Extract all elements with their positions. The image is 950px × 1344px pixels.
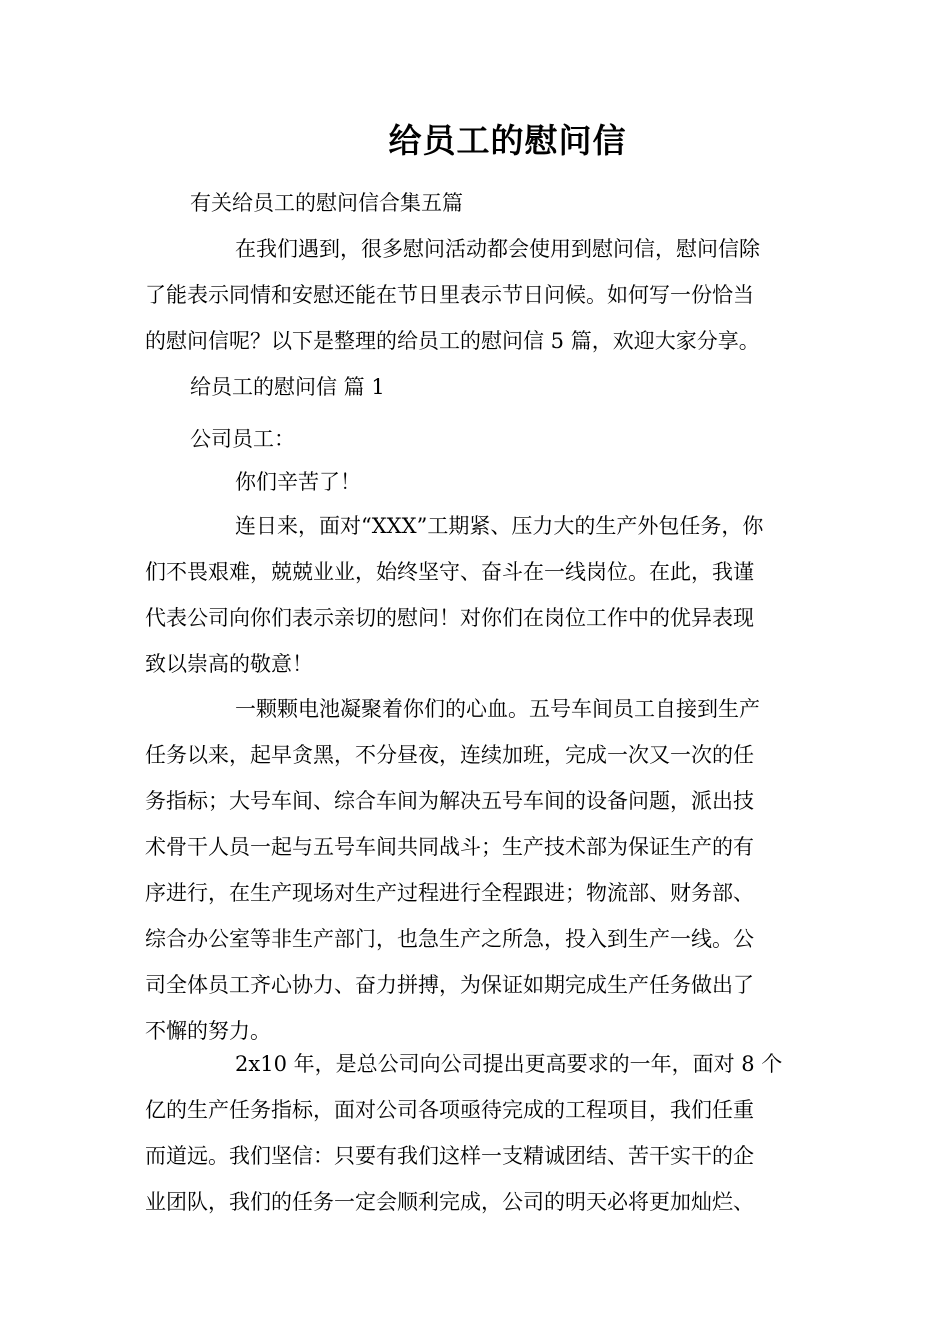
greeting: 你们辛苦了！: [235, 470, 361, 494]
para3-line-4: 业团队，我们的任务一定会顺利完成，公司的明天必将更加灿烂、: [145, 1190, 754, 1214]
intro-line-1: 在我们遇到，很多慰问活动都会使用到慰问信，慰问信除: [235, 237, 760, 261]
para2-line-8: 不懈的努力。: [145, 1019, 271, 1043]
document-subtitle: 有关给员工的慰问信合集五篇: [190, 191, 463, 215]
para1-line-3: 代表公司向你们表示亲切的慰问！对你们在岗位工作中的优异表现: [145, 606, 754, 630]
para2-line-3: 务指标；大号车间、综合车间为解决五号车间的设备问题，派出技: [145, 789, 754, 813]
para1-line-1: 连日来，面对“XXX”工期紧、压力大的生产外包任务，你: [235, 514, 764, 538]
paragraph-2: [145, 686, 809, 1054]
intro-line-2: 了能表示同情和安慰还能在节日里表示节日问候。如何写一份恰当: [145, 283, 754, 307]
para2-line-4: 术骨干人员一起与五号车间共同战斗；生产技术部为保证生产的有: [145, 835, 754, 859]
para3-line-3: 而道远。我们坚信：只要有我们这样一支精诚团结、苦干实干的企: [145, 1144, 754, 1168]
para2-line-2: 任务以来，起早贪黑，不分昼夜，连续加班，完成一次又一次的任: [145, 743, 754, 767]
section-heading: 给员工的慰问信 篇 1: [190, 375, 385, 399]
intro-line-3: 的慰问信呢？以下是整理的给员工的慰问信 5 篇，欢迎大家分享。: [145, 329, 760, 353]
para2-line-1: 一颗颗电池凝聚着你们的心血。五号车间员工自接到生产: [235, 697, 760, 721]
para1-line-2: 们不畏艰难，兢兢业业，始终坚守、奋斗在一线岗位。在此，我谨: [145, 560, 754, 584]
para2-line-7: 司全体员工齐心协力、奋力拼搏，为保证如期完成生产任务做出了: [145, 973, 754, 997]
para3-line-2: 亿的生产任务指标，面对公司各项亟待完成的工程项目，我们任重: [145, 1098, 754, 1122]
para2-line-6: 综合办公室等非生产部门，也急生产之所急，投入到生产一线。公: [145, 927, 754, 951]
para2-line-5: 序进行，在生产现场对生产过程进行全程跟进；物流部、财务部、: [145, 881, 754, 905]
para3-line-1: 2x10 年，是总公司向公司提出更高要求的一年，面对 8 个: [235, 1052, 783, 1076]
intro-paragraph: [145, 226, 809, 364]
para1-line-4: 致以崇高的敬意！: [145, 652, 313, 676]
salutation: 公司员工：: [190, 427, 295, 451]
paragraph-1: [145, 503, 809, 687]
paragraph-3: [145, 1041, 809, 1225]
document-title: 给员工的慰问信: [388, 121, 627, 160]
